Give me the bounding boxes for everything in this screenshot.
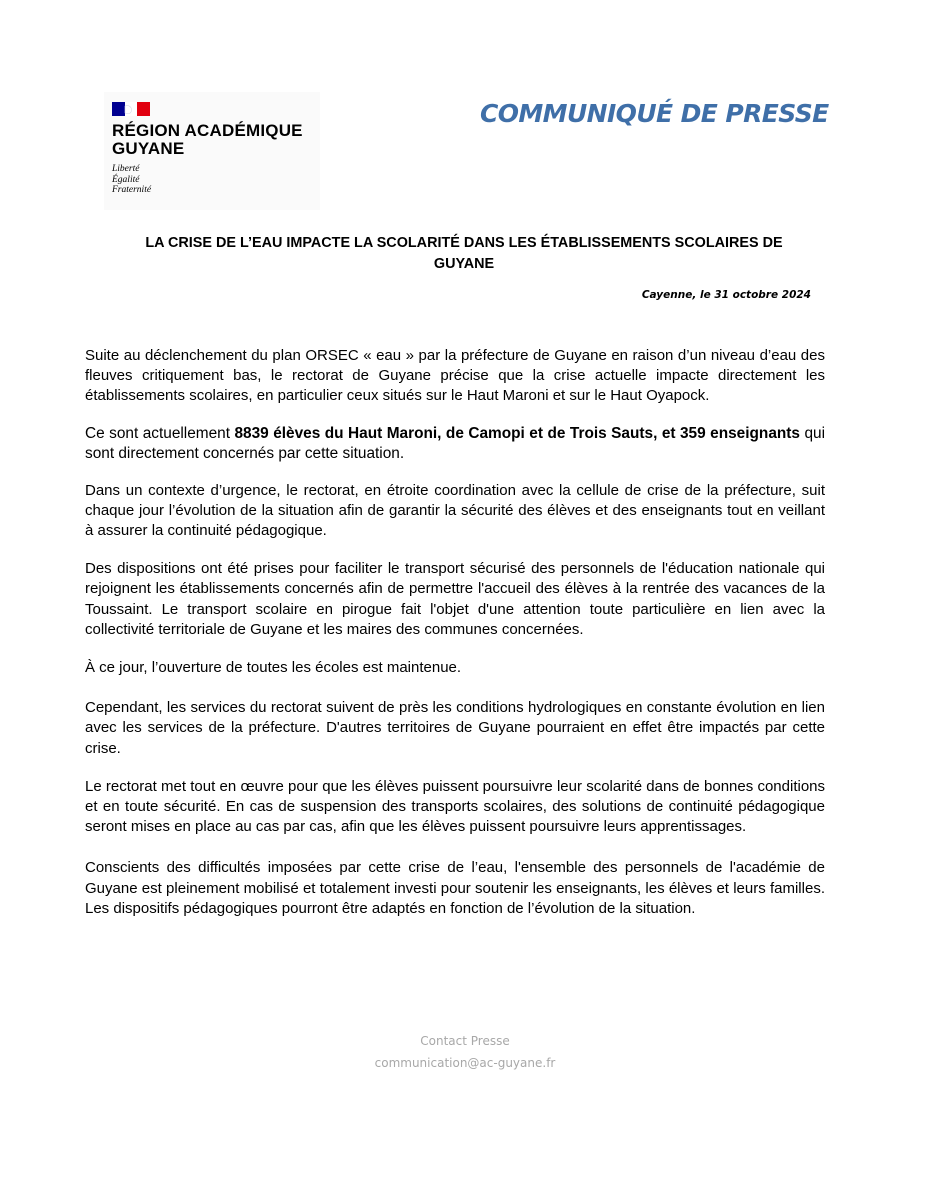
affected-students-teachers: 8839 élèves du Haut Maroni, de Camopi et de Trois Sauts, et 359 enseignants [234,424,800,442]
document-title-line2: GUYANE [433,256,495,272]
motto-egalite: Égalité [112,174,140,185]
press-release-body [85,346,825,919]
document-title [88,233,840,275]
motto-liberte: Liberté [112,164,140,174]
paragraph-schools-open: À ce jour, l’ouverture de toutes les écoles est maintenue. [85,659,462,677]
motto-fraternite: Fraternité [112,185,152,195]
paragraph-affected-intro: Ce sont actuellement [85,424,235,442]
region-name-line2: GUYANE [112,139,185,158]
press-contact-email[interactable]: communication@ac-guyane.fr [374,1056,556,1070]
paragraph-hydrological-monitoring: Cependant, les services du rectorat suivent de près les conditions hydrologiques en constante évolution en lien avec les services de la préfecture. D'autres territoires de Guyane pourraient en effet être impactés par cette crise. [85,699,825,757]
paragraph-affected-numbers [85,424,825,464]
paragraph-orsec-plan: Suite au déclenchement du plan ORSEC « eau » par la préfecture de Guyane en raison d’un niveau d’eau des fleuves critiquement bas, le rectorat de Guyane précise que la crise actuelle impacte directement les établissements scolaires, en particulier ceux situés sur le Haut Maroni et sur le Haut Oyapock. [85,347,825,405]
region-name [112,122,303,158]
republic-motto [112,164,151,196]
date-location: Cayenne, le 31 octobre 2024 [641,289,811,301]
paragraph-crisis-coordination: Dans un contexte d’urgence, le rectorat, en étroite coordination avec la cellule de crise de la préfecture, suit chaque jour l’évolution de la situation afin de garantir la sécurité des élèves et des enseignants tout en veillant à assurer la continuité pédagogique. [85,481,825,540]
press-release-heading: COMMUNIQUÉ DE PRESSE [480,99,829,128]
marianne-flag-icon [112,102,150,116]
press-contact [280,1030,650,1074]
paragraph-continuity-solutions: Le rectorat met tout en œuvre pour que les élèves puissent poursuivre leur scolarité dans de bonnes conditions et en toute sécurité. En cas de suspension des transports scolaires, des solutions de continuité pédagogique seront mises en place au cas par cas, afin que les élèves puissent poursuivre leurs apprentissages. [85,777,825,836]
paragraph-transport-measures: Des dispositions ont été prises pour faciliter le transport sécurisé des personnels de l'éducation nationale qui rejoignent les établissements concernés afin de permettre l'accueil des élèves à la rentrée des vacances de la Toussaint. Le transport scolaire en pirogue fait l'objet d'une attention toute particulière en lien avec la collectivité territoriale de Guyane et les maires des communes concernées. [85,560,825,638]
paragraph-mobilization: Conscients des difficultés imposées par cette crise de l’eau, l'ensemble des personnels de l'académie de Guyane est pleinement mobilisé et totalement investi pour soutenir les enseignants, les élèves et leurs familles. Les dispositifs pédagogiques pourront être adaptés en fonction de l’évolution de la situation. [85,859,825,917]
region-name-line1: RÉGION ACADÉMIQUE [112,121,303,140]
paragraph-affected-outro: qui sont directement concernés par cette situation. [85,424,825,462]
press-contact-label: Contact Presse [420,1034,510,1048]
region-logo [104,92,320,210]
document-title-line1: LA CRISE DE L’EAU IMPACTE LA SCOLARITÉ DANS LES ÉTABLISSEMENTS SCOLAIRES DE [145,235,783,251]
